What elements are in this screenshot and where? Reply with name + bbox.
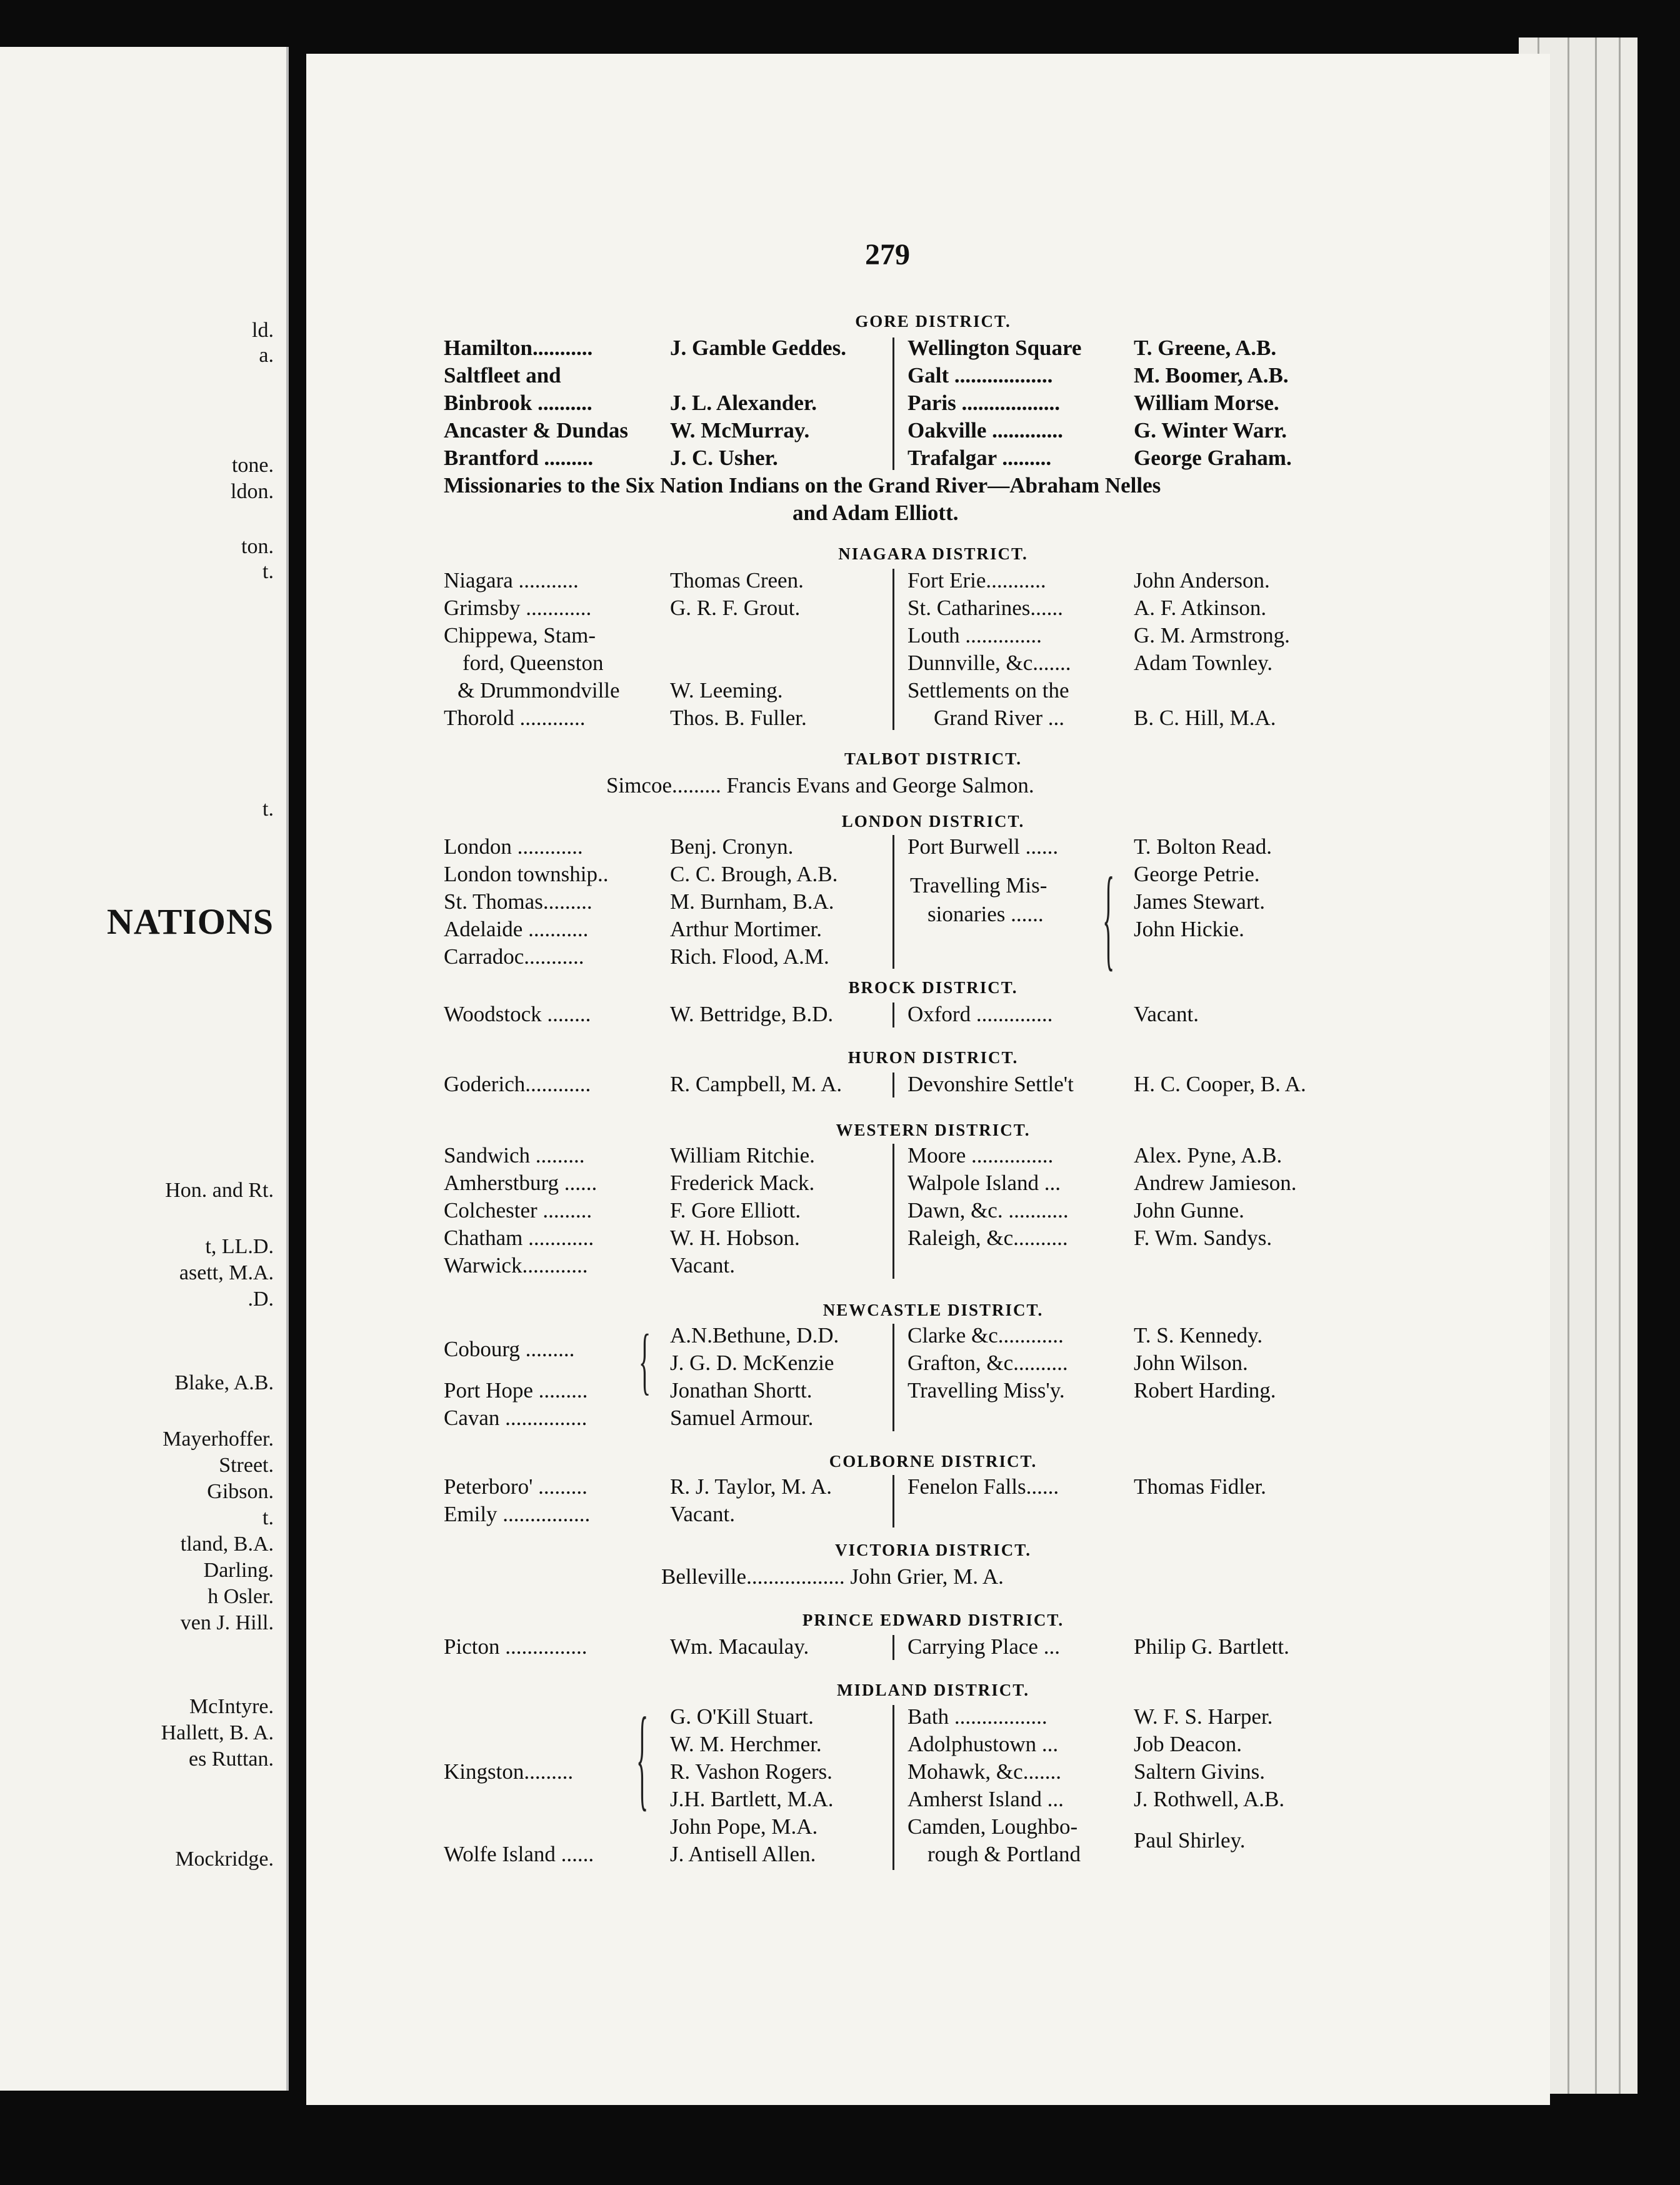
- column-divider: [892, 1475, 894, 1528]
- place: Clarke &c............: [908, 1323, 1064, 1348]
- place: Fenelon Falls......: [908, 1474, 1059, 1499]
- place: Grand River ...: [934, 706, 1064, 730]
- clergyman: R. Vashon Rogers.: [670, 1759, 832, 1784]
- place: Ancaster & Dundas: [444, 418, 628, 442]
- place: Carrying Place ...: [908, 1634, 1060, 1659]
- place: & Drummondville: [458, 678, 620, 702]
- place: Emily ................: [444, 1502, 591, 1526]
- edge-line: [1619, 38, 1621, 2094]
- clergyman: G. R. F. Grout.: [670, 596, 801, 620]
- fragment: Hon. and Rt.: [165, 1179, 274, 1202]
- clergyman: Vacant.: [1134, 1002, 1199, 1026]
- fragment: ldon.: [231, 480, 274, 503]
- clergyman: John Pope, M.A.: [670, 1814, 818, 1839]
- place: Adolphustown ...: [908, 1732, 1059, 1756]
- clergyman: Robert Harding.: [1134, 1378, 1276, 1402]
- clergyman: G. O'Kill Stuart.: [670, 1704, 814, 1729]
- fragment: ld.: [252, 319, 274, 342]
- clergyman: R. J. Taylor, M. A.: [670, 1474, 832, 1499]
- place: Oxford ..............: [908, 1002, 1053, 1026]
- place: Devonshire Settle't: [908, 1072, 1074, 1096]
- column-divider: [892, 1324, 894, 1431]
- place: Picton ...............: [444, 1634, 588, 1659]
- clergyman: W. F. S. Harper.: [1134, 1704, 1273, 1729]
- clergyman: John Hickie.: [1134, 917, 1244, 941]
- fragment: Gibson.: [207, 1480, 274, 1503]
- place: Peterboro' .........: [444, 1474, 588, 1499]
- clergyman: Andrew Jamieson.: [1134, 1171, 1297, 1195]
- place: Warwick............: [444, 1253, 588, 1278]
- fragment: t.: [262, 798, 274, 821]
- place: Binbrook ..........: [444, 391, 592, 415]
- place: Goderich............: [444, 1072, 591, 1096]
- district-heading-prince-edward: PRINCE EDWARD DISTRICT.: [802, 1611, 1064, 1629]
- district-heading-colborne: COLBORNE DISTRICT.: [829, 1452, 1038, 1471]
- place: Grimsby ............: [444, 596, 592, 620]
- clergyman: Philip G. Bartlett.: [1134, 1634, 1289, 1659]
- page-number: 279: [865, 238, 910, 271]
- clergyman: J. C. Usher.: [670, 446, 778, 470]
- clergyman: John Anderson.: [1134, 568, 1270, 592]
- clergyman: Saltern Givins.: [1134, 1759, 1265, 1784]
- place: London ............: [444, 834, 583, 859]
- place: Port Hope .........: [444, 1378, 588, 1402]
- clergyman: John Gunne.: [1134, 1198, 1244, 1222]
- place: Raleigh, &c..........: [908, 1226, 1068, 1250]
- fragment: Blake, A.B.: [174, 1371, 274, 1394]
- place: Sandwich .........: [444, 1143, 585, 1168]
- column-divider: [892, 1002, 894, 1028]
- place: Carradoc...........: [444, 944, 584, 969]
- clergyman: William Morse.: [1134, 391, 1279, 415]
- place: Fort Erie...........: [908, 568, 1046, 592]
- clergyman: H. C. Cooper, B. A.: [1134, 1072, 1306, 1096]
- place: Cobourg .........: [444, 1337, 575, 1361]
- clergyman: Vacant.: [670, 1502, 735, 1526]
- fragment: tland, B.A.: [180, 1532, 274, 1556]
- fragment: .D.: [248, 1288, 274, 1311]
- clergyman: F. Wm. Sandys.: [1134, 1226, 1272, 1250]
- clergyman: James Stewart.: [1134, 889, 1265, 914]
- place: Niagara ...........: [444, 568, 579, 592]
- district-heading-london: LONDON DISTRICT.: [841, 812, 1025, 831]
- fragment: es Ruttan.: [189, 1748, 274, 1771]
- district-heading-brock: BROCK DISTRICT.: [848, 978, 1018, 997]
- fragment: Street.: [219, 1454, 274, 1477]
- place: Dawn, &c. ...........: [908, 1198, 1069, 1222]
- place: London township..: [444, 862, 609, 886]
- clergyman: J. L. Alexander.: [670, 391, 817, 415]
- fragment: t.: [262, 1506, 274, 1529]
- clergyman: J. Antisell Allen.: [670, 1842, 816, 1866]
- column-divider: [892, 1705, 894, 1870]
- place: Walpole Island ...: [908, 1171, 1061, 1195]
- district-heading-gore: GORE DISTRICT.: [855, 312, 1011, 331]
- clergyman: J.H. Bartlett, M.A.: [670, 1787, 834, 1811]
- place: Oakville .............: [908, 418, 1063, 442]
- clergyman: Job Deacon.: [1134, 1732, 1242, 1756]
- district-heading-midland: MIDLAND DISTRICT.: [836, 1681, 1030, 1699]
- fragment: a.: [259, 344, 274, 367]
- clergyman: Arthur Mortimer.: [670, 917, 822, 941]
- clergyman: T. Greene, A.B.: [1134, 336, 1277, 360]
- column-divider: [892, 835, 894, 969]
- place: Woodstock ........: [444, 1002, 591, 1026]
- clergyman: W. M. Herchmer.: [670, 1732, 822, 1756]
- column-divider: [892, 1144, 894, 1279]
- place: Travelling Mis-: [910, 873, 1048, 898]
- district-heading-niagara: NIAGARA DISTRICT.: [838, 544, 1028, 563]
- fragment: Mockridge.: [175, 1848, 274, 1871]
- fragment: ven J. Hill.: [180, 1611, 274, 1634]
- clergyman: Thomas Fidler.: [1134, 1474, 1266, 1499]
- clergyman: George Graham.: [1134, 446, 1292, 470]
- place: Adelaide ...........: [444, 917, 589, 941]
- place: Mohawk, &c.......: [908, 1759, 1061, 1784]
- clergyman: W. H. Hobson.: [670, 1226, 800, 1250]
- place: Settlements on the: [908, 678, 1069, 702]
- fragment: t, LL.D.: [205, 1235, 274, 1258]
- place: St. Catharines......: [908, 596, 1063, 620]
- place: Trafalgar .........: [908, 446, 1052, 470]
- district-heading-victoria: VICTORIA DISTRICT.: [834, 1541, 1032, 1559]
- clergyman: R. Campbell, M. A.: [670, 1072, 842, 1096]
- place: Chatham ............: [444, 1226, 594, 1250]
- clergyman: George Petrie.: [1134, 862, 1260, 886]
- clergyman: Frederick Mack.: [670, 1171, 815, 1195]
- clergyman: W. Bettridge, B.D.: [670, 1002, 834, 1026]
- missionaries-note: Missionaries to the Six Nation Indians on the Grand River—Abraham Nelles: [444, 473, 1161, 498]
- column-divider: [892, 1635, 894, 1660]
- place: St. Thomas.........: [444, 889, 592, 914]
- clergyman: B. C. Hill, M.A.: [1134, 706, 1276, 730]
- clergyman: G. Winter Warr.: [1134, 418, 1288, 442]
- district-heading-newcastle: NEWCASTLE DISTRICT.: [822, 1301, 1044, 1319]
- place: Brantford .........: [444, 446, 594, 470]
- place: Chippewa, Stam-: [444, 623, 596, 648]
- place: rough & Portland: [928, 1842, 1081, 1866]
- clergyman: Alex. Pyne, A.B.: [1134, 1143, 1282, 1168]
- place: Amherstburg ......: [444, 1171, 598, 1195]
- fragment: tone.: [231, 454, 274, 477]
- district-heading-talbot: TALBOT DISTRICT.: [844, 749, 1022, 768]
- district-entry: Belleville.................. John Grier, M. A.: [661, 1564, 1004, 1589]
- place: Port Burwell ......: [908, 834, 1059, 859]
- place: Saltfleet and: [444, 363, 561, 388]
- clergyman: W. McMurray.: [670, 418, 810, 442]
- place: Hamilton...........: [444, 336, 593, 360]
- clergyman: F. Gore Elliott.: [670, 1198, 801, 1222]
- place: Bath .................: [908, 1704, 1048, 1729]
- clergyman: T. Bolton Read.: [1134, 834, 1272, 859]
- place: ford, Queenston: [462, 651, 604, 675]
- place: Amherst Island ...: [908, 1787, 1064, 1811]
- brace: {: [639, 1318, 651, 1402]
- clergyman: Samuel Armour.: [670, 1406, 814, 1430]
- place: Wellington Square: [908, 336, 1082, 360]
- place: Paris ..................: [908, 391, 1061, 415]
- place: Camden, Loughbo-: [908, 1814, 1078, 1839]
- fragment: McIntyre.: [189, 1695, 274, 1718]
- clergyman: Thomas Creen.: [670, 568, 804, 592]
- clergyman: Benj. Cronyn.: [670, 834, 794, 859]
- facing-page: [0, 47, 289, 2091]
- edge-line: [1595, 38, 1597, 2094]
- fragment: t.: [262, 560, 274, 583]
- clergyman: C. C. Brough, A.B.: [670, 862, 838, 886]
- brace: {: [1102, 852, 1115, 982]
- fragment: Hallett, B. A.: [161, 1721, 274, 1744]
- clergyman: Adam Townley.: [1134, 651, 1273, 675]
- clergyman: Vacant.: [670, 1253, 735, 1278]
- place: Dunnville, &c.......: [908, 651, 1071, 675]
- place: Moore ...............: [908, 1143, 1054, 1168]
- clergyman: J. Gamble Geddes.: [670, 336, 846, 360]
- place: Colchester .........: [444, 1198, 592, 1222]
- clergyman: J. G. D. McKenzie: [670, 1351, 834, 1375]
- fragment: Mayerhoffer.: [162, 1428, 274, 1451]
- fragment: ton.: [241, 535, 274, 558]
- missionaries-note: and Adam Elliott.: [792, 501, 959, 525]
- district-heading-huron: HURON DISTRICT.: [848, 1048, 1019, 1067]
- column-divider: [892, 338, 894, 470]
- clergyman: William Ritchie.: [670, 1143, 815, 1168]
- clergyman: Thos. B. Fuller.: [670, 706, 807, 730]
- edge-line: [1568, 38, 1569, 2094]
- place: Wolfe Island ......: [444, 1842, 594, 1866]
- clergyman: W. Leeming.: [670, 678, 783, 702]
- clergyman: M. Boomer, A.B.: [1134, 363, 1289, 388]
- clergyman: M. Burnham, B.A.: [670, 889, 834, 914]
- clergyman: T. S. Kennedy.: [1134, 1323, 1263, 1348]
- clergyman: Jonathan Shortt.: [670, 1378, 812, 1402]
- place: Kingston.........: [444, 1759, 574, 1784]
- fragment: Darling.: [203, 1559, 274, 1582]
- clergyman: J. Rothwell, A.B.: [1134, 1787, 1285, 1811]
- clergyman: Wm. Macaulay.: [670, 1634, 809, 1659]
- clergyman: A. F. Atkinson.: [1134, 596, 1267, 620]
- clergyman: A.N.Bethune, D.D.: [670, 1323, 839, 1348]
- place: Cavan ...............: [444, 1406, 588, 1430]
- column-divider: [892, 1072, 894, 1098]
- clergyman: John Wilson.: [1134, 1351, 1248, 1375]
- place: Travelling Miss'y.: [908, 1378, 1065, 1402]
- brace: {: [636, 1692, 649, 1822]
- column-divider: [892, 569, 894, 730]
- place: sionaries ......: [928, 902, 1044, 926]
- clergyman: G. M. Armstrong.: [1134, 623, 1290, 648]
- place: Galt ..................: [908, 363, 1053, 388]
- fragment: asett, M.A.: [179, 1261, 274, 1284]
- fragment: h Osler.: [208, 1585, 274, 1608]
- place: Louth ..............: [908, 623, 1042, 648]
- district-entry: Simcoe......... Francis Evans and George Salmon.: [606, 773, 1034, 798]
- place: Grafton, &c..........: [908, 1351, 1068, 1375]
- clergyman: Paul Shirley.: [1134, 1828, 1246, 1852]
- clergyman: Rich. Flood, A.M.: [670, 944, 829, 969]
- place: Thorold ............: [444, 706, 586, 730]
- fragment-heading: NATIONS: [107, 901, 274, 942]
- district-heading-western: WESTERN DISTRICT.: [836, 1121, 1031, 1139]
